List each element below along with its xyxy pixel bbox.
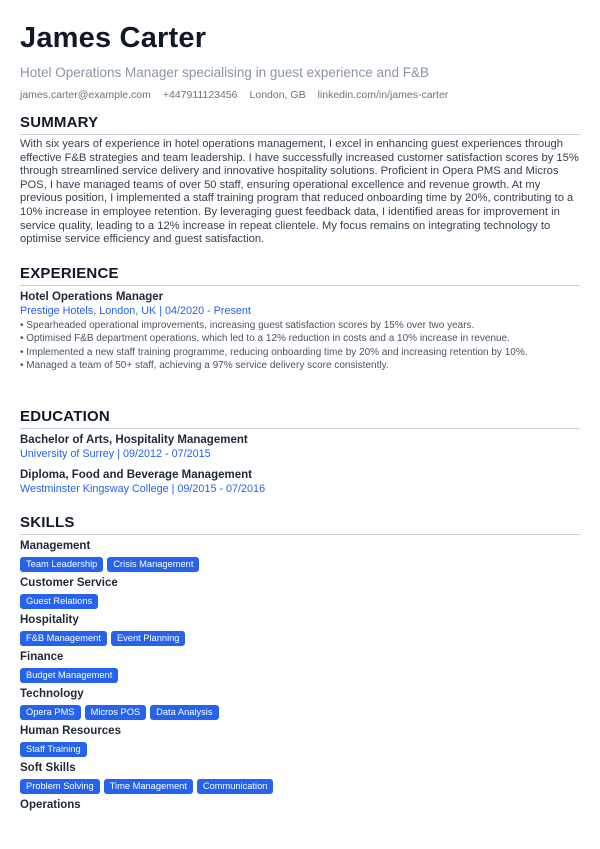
skill-group-title: Management <box>20 540 91 552</box>
skill-group-soft-skills <box>20 761 580 795</box>
contact-linkedin[interactable]: linkedin.com/in/james-carter <box>317 89 449 101</box>
skill-tag: Data Analysis <box>150 705 218 720</box>
degree-meta: Westminster Kingsway College | 09/2015 - 07/2016 <box>20 483 266 495</box>
degree-title: Bachelor of Arts, Hospitality Management <box>20 434 248 446</box>
skill-group-title: Technology <box>20 688 84 700</box>
candidate-headline: Hotel Operations Manager specialising in guest experience and F&B <box>20 65 429 80</box>
section-title-experience: EXPERIENCE <box>20 265 119 282</box>
section-divider <box>20 134 580 135</box>
candidate-name: James Carter <box>20 22 207 54</box>
skill-group-management <box>20 539 580 573</box>
skill-group-hospitality <box>20 613 580 647</box>
section-title-summary: SUMMARY <box>20 114 99 131</box>
skill-group-operations <box>20 798 580 813</box>
job-bullet: • Optimised F&B department operations, which led to a 12% reduction in costs and a 10% increase in revenue. <box>20 332 580 345</box>
skill-group-title: Operations <box>20 799 81 811</box>
skill-tag: Guest Relations <box>20 594 98 609</box>
contact-email[interactable]: james.carter@example.com <box>20 89 151 101</box>
section-title-education: EDUCATION <box>20 408 110 425</box>
skill-group-title: Hospitality <box>20 614 79 626</box>
skill-tag: Micros POS <box>85 705 147 720</box>
skill-group-title: Human Resources <box>20 725 121 737</box>
education-entry <box>20 468 580 496</box>
skill-tags <box>20 594 580 610</box>
skill-group-title: Finance <box>20 651 64 663</box>
education-section <box>20 408 580 496</box>
skill-tags <box>20 742 580 758</box>
skill-tag: Problem Solving <box>20 779 100 794</box>
skill-tag: Budget Management <box>20 668 118 683</box>
skill-tag: Event Planning <box>111 631 186 646</box>
skill-tag: Time Management <box>104 779 193 794</box>
section-title-skills: SKILLS <box>20 514 75 531</box>
section-divider <box>20 428 580 429</box>
degree-meta: University of Surrey | 09/2012 - 07/2015 <box>20 448 211 460</box>
job-meta: Prestige Hotels, London, UK | 04/2020 - Present <box>20 305 251 317</box>
skill-group-finance <box>20 650 580 684</box>
skill-group-title: Soft Skills <box>20 762 76 774</box>
skill-tag: Staff Training <box>20 742 87 757</box>
skill-tags <box>20 631 580 647</box>
job-bullet: • Implemented a new staff training programme, reducing onboarding time by 20% and increasing retention by 10%. <box>20 346 580 359</box>
skill-tags <box>20 668 580 684</box>
resume-page <box>20 18 580 811</box>
job-bullet: • Spearheaded operational improvements, increasing guest satisfaction scores by 15% over two years. <box>20 319 580 332</box>
skill-tag: Opera PMS <box>20 705 81 720</box>
education-entry <box>20 433 580 461</box>
skill-tag: Crisis Management <box>107 557 199 572</box>
experience-entry <box>20 290 580 373</box>
degree-title: Diploma, Food and Beverage Management <box>20 469 252 481</box>
skills-section <box>20 514 580 813</box>
experience-section <box>20 265 580 373</box>
summary-section <box>20 114 580 247</box>
summary-text: With six years of experience in hotel operations management, I excel in enhancing guest experiences through effective F&B strategies and team leadership. I have successfully increased customer satisfaction scores by 15% through streamlined service delivery and innovative hospitality solutions. Proficient in Opera PMS and Micros POS, I have managed teams of over 50 staff, ensuring operational excellence and revenue growth. At my previous position, I implemented a staff training program that reduced onboarding time by 20%, contributing to a 10% increase in employee retention. By leveraging guest feedback data, I identified areas for improvement in service quality, leading to a 12% increase in repeat clientele. My focus remains on integrating technology to optimise service efficiency and guest satisfaction. <box>20 138 579 246</box>
contact-phone[interactable]: +447911123456 <box>162 89 238 101</box>
job-bullet: • Managed a team of 50+ staff, achieving a 97% service delivery score consistently. <box>20 359 580 372</box>
skill-group-customer-service <box>20 576 580 610</box>
section-divider <box>20 534 580 535</box>
contact-location: London, GB <box>249 89 306 101</box>
skill-tag: F&B Management <box>20 631 107 646</box>
skill-tag: Team Leadership <box>20 557 103 572</box>
skill-tags <box>20 779 580 795</box>
resume-header <box>20 18 580 102</box>
skill-group-human-resources <box>20 724 580 758</box>
skill-tags <box>20 705 580 721</box>
section-divider <box>20 285 580 286</box>
contact-line <box>20 88 580 102</box>
skill-tags <box>20 557 580 573</box>
skill-tag: Communication <box>197 779 274 794</box>
skill-group-technology <box>20 687 580 721</box>
job-title: Hotel Operations Manager <box>20 291 164 303</box>
job-bullets <box>20 319 580 373</box>
skill-group-title: Customer Service <box>20 577 118 589</box>
